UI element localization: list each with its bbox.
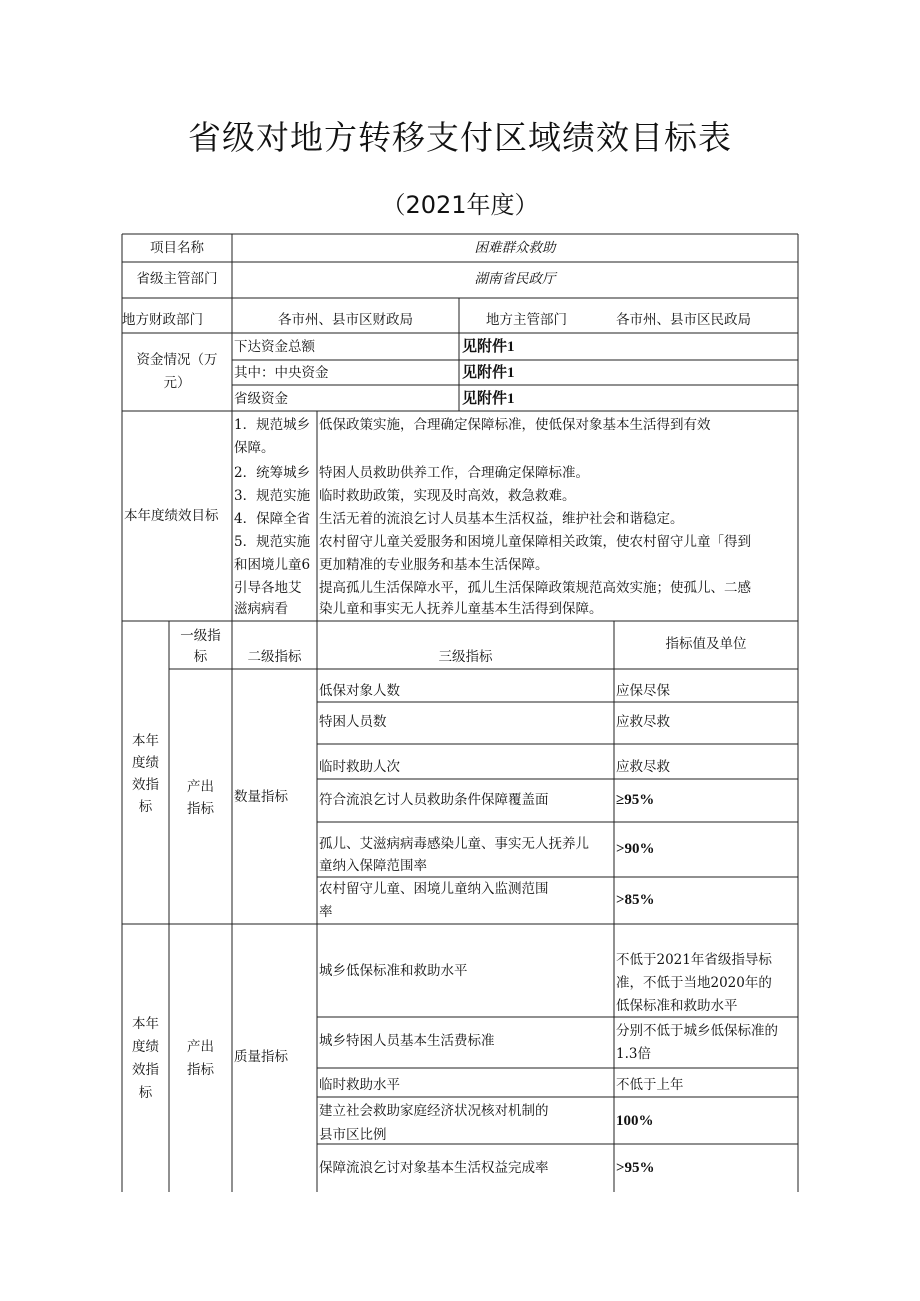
goal-left: 和困境儿童6	[234, 557, 311, 573]
funds-row-value: 见附件1	[462, 391, 515, 407]
group-label: 本年	[132, 1016, 159, 1032]
goal-left: 引导各地艾	[234, 580, 302, 596]
indicator-name: 临时救助水平	[319, 1077, 400, 1093]
goal-left: 5．规范实施	[234, 534, 311, 550]
goal-left: 2．统筹城乡	[234, 465, 311, 481]
level2-header: 二级指标	[247, 649, 302, 665]
group-label: 本年	[132, 733, 159, 749]
funds-row-name: 下达资金总额	[234, 339, 315, 355]
indicator-name: 孤儿、艾滋病病毒感染儿童、事实无人抚养儿	[319, 836, 589, 852]
project-name-label: 项目名称	[150, 240, 204, 256]
indicator-name: 符合流浪乞讨人员救助条件保障覆盖面	[319, 792, 549, 808]
group-label: 效指	[132, 777, 159, 793]
page-title: 省级对地方转移支付区域绩效目标表	[188, 118, 732, 157]
funds-row-name: 其中：中央资金	[234, 365, 329, 381]
goal-left: 3．规范实施	[234, 488, 311, 504]
goal-right: 低保政策实施，合理确定保障标准，使低保对象基本生活得到有效	[319, 417, 711, 433]
indicator-value: 100%	[616, 1113, 654, 1129]
goal-right: 更加精准的专业服务和基本生活保障。	[319, 557, 549, 573]
indicator-name: 保障流浪乞讨对象基本生活权益完成率	[319, 1160, 549, 1176]
goal-left: 4．保障全省	[234, 511, 311, 527]
indicator-name: 临时救助人次	[319, 759, 400, 775]
indicator-value: 应保尽保	[616, 683, 670, 699]
indicator-value: 应救尽救	[616, 714, 670, 730]
indicator-value: 应救尽救	[616, 759, 670, 775]
goal-right: 生活无着的流浪乞讨人员基本生活权益，维护社会和谐稳定。	[319, 511, 684, 527]
page-subtitle: （2021年度）	[381, 191, 539, 219]
group-label: 度绩	[132, 755, 159, 771]
value-header: 指标值及单位	[665, 636, 747, 652]
goal-left: 保障。	[234, 440, 275, 456]
local-fin-value: 各市州、县市区财政局	[278, 312, 413, 328]
level2-label: 质量指标	[234, 1049, 288, 1065]
indicator-name: 县市区比例	[319, 1127, 387, 1143]
indicator-name: 建立社会救助家庭经济状况核对机制的	[319, 1103, 549, 1119]
project-name-value: 困难群众救助	[474, 240, 556, 256]
funds-label: 资金情况（万	[136, 352, 218, 368]
indicator-value: >85%	[616, 892, 655, 908]
level1-label: 指标	[187, 1062, 214, 1078]
level1-label: 产出	[187, 1039, 214, 1055]
indicator-name: 率	[319, 904, 333, 920]
local-fin-label: 地方财政部门	[122, 312, 203, 328]
indicator-value: >95%	[616, 1160, 655, 1176]
group-label: 标	[138, 799, 153, 815]
funds-label: 元）	[163, 375, 191, 391]
indicator-value: 低保标准和救助水平	[616, 998, 738, 1014]
indicator-name: 城乡低保标准和救助水平	[319, 963, 468, 979]
goal-right: 临时救助政策，实现及时高效，救急救难。	[319, 488, 576, 504]
group-label: 标	[138, 1085, 153, 1101]
goal-right: 提高孤儿生活保障水平，孤儿生活保障政策规范高效实施；使孤儿、二感	[319, 580, 751, 596]
funds-row-value: 见附件1	[462, 339, 515, 355]
level2-label: 数量指标	[234, 789, 288, 805]
indicator-value: 不低于2021年省级指导标	[616, 952, 772, 968]
level1-header: 标	[193, 649, 208, 665]
goal-right: 染儿童和事实无人抚养儿童基本生活得到保障。	[319, 601, 603, 617]
indicator-value: 分别不低于城乡低保标准的	[616, 1023, 778, 1039]
indicator-name: 童纳入保障范围率	[319, 858, 427, 874]
indicator-name: 特困人员数	[319, 714, 387, 730]
local-dept-label: 地方主管部门	[486, 312, 567, 328]
group-label: 效指	[132, 1062, 159, 1078]
indicator-name: 城乡特困人员基本生活费标准	[319, 1033, 495, 1049]
indicator-value: 1.3倍	[616, 1046, 651, 1062]
funds-row-name: 省级资金	[234, 391, 288, 407]
indicator-value: ≥95%	[616, 792, 655, 808]
level1-label: 指标	[187, 801, 214, 817]
group-label: 度绩	[132, 1039, 159, 1055]
level3-header: 三级指标	[438, 649, 493, 665]
indicator-name: 农村留守儿童、困境儿童纳入监测范围	[319, 881, 549, 897]
goal-left: 1．规范城乡	[234, 417, 311, 433]
goal-left: 滋病病看	[234, 601, 288, 617]
local-dept-value: 各市州、县市区民政局	[616, 312, 751, 328]
level1-header: 一级指	[180, 628, 221, 644]
goal-right: 特困人员救助供养工作，合理确定保障标准。	[319, 465, 589, 481]
dept-label: 省级主管部门	[136, 271, 218, 287]
goal-right: 农村留守儿童关爱服务和困境儿童保障相关政策，使农村留守儿童「得到	[319, 534, 751, 550]
funds-row-value: 见附件1	[462, 365, 515, 381]
indicator-name: 低保对象人数	[319, 683, 400, 699]
indicator-value: 不低于上年	[616, 1077, 684, 1093]
indicator-value: >90%	[616, 841, 655, 857]
level1-label: 产出	[187, 779, 214, 795]
annual-goals-label: 本年度绩效目标	[124, 508, 219, 524]
dept-value: 湖南省民政厅	[474, 271, 556, 287]
indicator-value: 准，不低于当地2020年的	[616, 975, 772, 991]
